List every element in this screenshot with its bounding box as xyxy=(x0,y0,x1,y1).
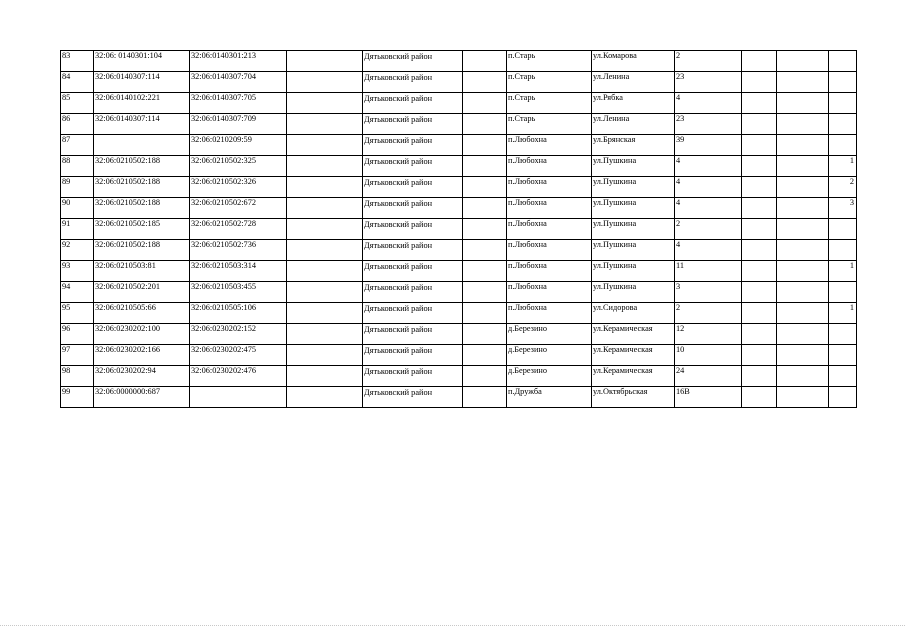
empty-cell xyxy=(463,387,507,408)
street-cell: ул.Брянская xyxy=(592,135,675,156)
district-cell: Дятьковский район xyxy=(363,198,463,219)
empty-cell xyxy=(742,261,777,282)
district-cell: Дятьковский район xyxy=(363,324,463,345)
parcel-cadastral-cell xyxy=(94,135,190,156)
street-cell: ул.Пушкина xyxy=(592,198,675,219)
district-cell: Дятьковский район xyxy=(363,51,463,72)
empty-cell xyxy=(777,93,829,114)
empty-cell xyxy=(742,219,777,240)
empty-cell xyxy=(287,324,363,345)
row-number-cell: 93 xyxy=(61,261,94,282)
empty-cell xyxy=(287,135,363,156)
apartment-number-cell: 2 xyxy=(829,177,857,198)
street-cell: ул.Керамическая xyxy=(592,324,675,345)
empty-cell xyxy=(463,345,507,366)
empty-cell xyxy=(287,93,363,114)
empty-cell xyxy=(777,177,829,198)
locality-cell: п.Старь xyxy=(507,72,592,93)
table-row xyxy=(61,114,857,135)
parcel-cadastral-cell: 32:06:0210505:66 xyxy=(94,303,190,324)
scan-artifact-line xyxy=(0,625,905,627)
object-cadastral-cell: 32:06:0230202:152 xyxy=(190,324,287,345)
district-cell: Дятьковский район xyxy=(363,240,463,261)
table-row xyxy=(61,51,857,72)
table-row xyxy=(61,219,857,240)
parcel-cadastral-cell: 32:06: 0140301:104 xyxy=(94,51,190,72)
apartment-number-cell xyxy=(829,387,857,408)
street-cell: ул.Сидорова xyxy=(592,303,675,324)
parcel-cadastral-cell: 32:06:0140307:114 xyxy=(94,114,190,135)
empty-cell xyxy=(463,198,507,219)
object-cadastral-cell: 32:06:0210502:325 xyxy=(190,156,287,177)
empty-cell xyxy=(287,261,363,282)
empty-cell xyxy=(463,135,507,156)
empty-cell xyxy=(742,135,777,156)
empty-cell xyxy=(287,303,363,324)
object-cadastral-cell: 32:06:0230202:475 xyxy=(190,345,287,366)
empty-cell xyxy=(287,219,363,240)
apartment-number-cell xyxy=(829,282,857,303)
row-number-cell: 86 xyxy=(61,114,94,135)
locality-cell: п.Старь xyxy=(507,93,592,114)
house-number-cell: 4 xyxy=(675,198,742,219)
apartment-number-cell xyxy=(829,345,857,366)
district-cell: Дятьковский район xyxy=(363,303,463,324)
empty-cell xyxy=(777,303,829,324)
row-number-cell: 94 xyxy=(61,282,94,303)
table-body xyxy=(61,51,857,408)
row-number-cell: 92 xyxy=(61,240,94,261)
empty-cell xyxy=(777,51,829,72)
empty-cell xyxy=(742,345,777,366)
empty-cell xyxy=(463,72,507,93)
locality-cell: д.Березино xyxy=(507,345,592,366)
empty-cell xyxy=(777,387,829,408)
apartment-number-cell xyxy=(829,93,857,114)
parcel-cadastral-cell: 32:06:0210502:185 xyxy=(94,219,190,240)
house-number-cell: 4 xyxy=(675,240,742,261)
row-number-cell: 91 xyxy=(61,219,94,240)
locality-cell: п.Любохна xyxy=(507,282,592,303)
apartment-number-cell: 1 xyxy=(829,261,857,282)
property-registry-table xyxy=(60,50,857,408)
locality-cell: п.Любохна xyxy=(507,261,592,282)
street-cell: ул.Октябрьская xyxy=(592,387,675,408)
empty-cell xyxy=(742,303,777,324)
empty-cell xyxy=(287,366,363,387)
empty-cell xyxy=(777,240,829,261)
object-cadastral-cell: 32:06:0210502:728 xyxy=(190,219,287,240)
house-number-cell: 39 xyxy=(675,135,742,156)
house-number-cell: 12 xyxy=(675,324,742,345)
empty-cell xyxy=(463,282,507,303)
empty-cell xyxy=(463,240,507,261)
street-cell: ул.Пушкина xyxy=(592,282,675,303)
house-number-cell: 24 xyxy=(675,366,742,387)
object-cadastral-cell: 32:06:0140301:213 xyxy=(190,51,287,72)
empty-cell xyxy=(742,51,777,72)
object-cadastral-cell xyxy=(190,387,287,408)
empty-cell xyxy=(742,114,777,135)
object-cadastral-cell: 32:06:0140307:704 xyxy=(190,72,287,93)
apartment-number-cell: 1 xyxy=(829,156,857,177)
empty-cell xyxy=(777,261,829,282)
empty-cell xyxy=(463,114,507,135)
house-number-cell: 2 xyxy=(675,303,742,324)
house-number-cell: 4 xyxy=(675,177,742,198)
row-number-cell: 87 xyxy=(61,135,94,156)
parcel-cadastral-cell: 32:06:0210503:81 xyxy=(94,261,190,282)
empty-cell xyxy=(742,177,777,198)
parcel-cadastral-cell: 32:06:0000000:687 xyxy=(94,387,190,408)
table-row xyxy=(61,135,857,156)
row-number-cell: 98 xyxy=(61,366,94,387)
empty-cell xyxy=(287,51,363,72)
street-cell: ул.Комарова xyxy=(592,51,675,72)
empty-cell xyxy=(287,177,363,198)
row-number-cell: 89 xyxy=(61,177,94,198)
object-cadastral-cell: 32:06:0210209:59 xyxy=(190,135,287,156)
empty-cell xyxy=(287,345,363,366)
street-cell: ул.Пушкина xyxy=(592,177,675,198)
empty-cell xyxy=(287,72,363,93)
empty-cell xyxy=(777,198,829,219)
parcel-cadastral-cell: 32:06:0210502:188 xyxy=(94,240,190,261)
empty-cell xyxy=(777,324,829,345)
parcel-cadastral-cell: 32:06:0230202:166 xyxy=(94,345,190,366)
object-cadastral-cell: 32:06:0210502:736 xyxy=(190,240,287,261)
object-cadastral-cell: 32:06:0210502:672 xyxy=(190,198,287,219)
table-row xyxy=(61,387,857,408)
empty-cell xyxy=(777,345,829,366)
district-cell: Дятьковский район xyxy=(363,366,463,387)
street-cell: ул.Керамическая xyxy=(592,345,675,366)
empty-cell xyxy=(742,72,777,93)
parcel-cadastral-cell: 32:06:0140102:221 xyxy=(94,93,190,114)
house-number-cell: 4 xyxy=(675,156,742,177)
house-number-cell: 2 xyxy=(675,219,742,240)
object-cadastral-cell: 32:06:0210503:314 xyxy=(190,261,287,282)
street-cell: ул.Пушкина xyxy=(592,156,675,177)
parcel-cadastral-cell: 32:06:0230202:100 xyxy=(94,324,190,345)
empty-cell xyxy=(287,282,363,303)
empty-cell xyxy=(777,282,829,303)
empty-cell xyxy=(463,51,507,72)
apartment-number-cell xyxy=(829,324,857,345)
row-number-cell: 84 xyxy=(61,72,94,93)
row-number-cell: 88 xyxy=(61,156,94,177)
district-cell: Дятьковский район xyxy=(363,282,463,303)
empty-cell xyxy=(777,156,829,177)
empty-cell xyxy=(463,303,507,324)
table-row xyxy=(61,240,857,261)
parcel-cadastral-cell: 32:06:0140307:114 xyxy=(94,72,190,93)
empty-cell xyxy=(463,177,507,198)
empty-cell xyxy=(463,219,507,240)
object-cadastral-cell: 32:06:0210502:326 xyxy=(190,177,287,198)
district-cell: Дятьковский район xyxy=(363,387,463,408)
apartment-number-cell xyxy=(829,72,857,93)
empty-cell xyxy=(463,261,507,282)
empty-cell xyxy=(777,72,829,93)
street-cell: ул.Керамическая xyxy=(592,366,675,387)
apartment-number-cell: 3 xyxy=(829,198,857,219)
empty-cell xyxy=(463,324,507,345)
locality-cell: п.Дружба xyxy=(507,387,592,408)
empty-cell xyxy=(287,240,363,261)
district-cell: Дятьковский район xyxy=(363,72,463,93)
empty-cell xyxy=(287,114,363,135)
locality-cell: п.Любохна xyxy=(507,135,592,156)
street-cell: ул.Ленина xyxy=(592,114,675,135)
locality-cell: п.Любохна xyxy=(507,156,592,177)
object-cadastral-cell: 32:06:0140307:705 xyxy=(190,93,287,114)
locality-cell: п.Старь xyxy=(507,51,592,72)
row-number-cell: 95 xyxy=(61,303,94,324)
empty-cell xyxy=(742,156,777,177)
object-cadastral-cell: 32:06:0140307:709 xyxy=(190,114,287,135)
locality-cell: п.Любохна xyxy=(507,303,592,324)
street-cell: ул.Пушкина xyxy=(592,261,675,282)
house-number-cell: 23 xyxy=(675,114,742,135)
house-number-cell: 11 xyxy=(675,261,742,282)
locality-cell: п.Любохна xyxy=(507,198,592,219)
parcel-cadastral-cell: 32:06:0210502:201 xyxy=(94,282,190,303)
row-number-cell: 83 xyxy=(61,51,94,72)
table-row xyxy=(61,366,857,387)
locality-cell: п.Любохна xyxy=(507,177,592,198)
locality-cell: д.Березино xyxy=(507,324,592,345)
empty-cell xyxy=(287,198,363,219)
empty-cell xyxy=(777,366,829,387)
apartment-number-cell xyxy=(829,219,857,240)
district-cell: Дятьковский район xyxy=(363,93,463,114)
locality-cell: д.Березино xyxy=(507,366,592,387)
empty-cell xyxy=(463,156,507,177)
empty-cell xyxy=(287,387,363,408)
apartment-number-cell xyxy=(829,366,857,387)
district-cell: Дятьковский район xyxy=(363,345,463,366)
empty-cell xyxy=(463,93,507,114)
district-cell: Дятьковский район xyxy=(363,219,463,240)
apartment-number-cell xyxy=(829,240,857,261)
empty-cell xyxy=(777,219,829,240)
table-row xyxy=(61,324,857,345)
empty-cell xyxy=(742,282,777,303)
table-row xyxy=(61,261,857,282)
object-cadastral-cell: 32:06:0210505:106 xyxy=(190,303,287,324)
street-cell: ул.Рябка xyxy=(592,93,675,114)
table-row xyxy=(61,93,857,114)
row-number-cell: 96 xyxy=(61,324,94,345)
house-number-cell: 16В xyxy=(675,387,742,408)
district-cell: Дятьковский район xyxy=(363,261,463,282)
locality-cell: п.Любохна xyxy=(507,240,592,261)
empty-cell xyxy=(742,198,777,219)
house-number-cell: 2 xyxy=(675,51,742,72)
table-row xyxy=(61,72,857,93)
street-cell: ул.Пушкина xyxy=(592,219,675,240)
street-cell: ул.Пушкина xyxy=(592,240,675,261)
empty-cell xyxy=(287,156,363,177)
apartment-number-cell xyxy=(829,114,857,135)
parcel-cadastral-cell: 32:06:0230202:94 xyxy=(94,366,190,387)
object-cadastral-cell: 32:06:0210503:455 xyxy=(190,282,287,303)
apartment-number-cell xyxy=(829,135,857,156)
district-cell: Дятьковский район xyxy=(363,177,463,198)
row-number-cell: 85 xyxy=(61,93,94,114)
street-cell: ул.Ленина xyxy=(592,72,675,93)
empty-cell xyxy=(742,93,777,114)
table-row xyxy=(61,156,857,177)
empty-cell xyxy=(777,114,829,135)
table-row xyxy=(61,282,857,303)
district-cell: Дятьковский район xyxy=(363,135,463,156)
empty-cell xyxy=(742,324,777,345)
empty-cell xyxy=(463,366,507,387)
row-number-cell: 90 xyxy=(61,198,94,219)
house-number-cell: 3 xyxy=(675,282,742,303)
house-number-cell: 10 xyxy=(675,345,742,366)
empty-cell xyxy=(742,240,777,261)
parcel-cadastral-cell: 32:06:0210502:188 xyxy=(94,156,190,177)
locality-cell: п.Старь xyxy=(507,114,592,135)
table-row xyxy=(61,177,857,198)
locality-cell: п.Любохна xyxy=(507,219,592,240)
apartment-number-cell xyxy=(829,51,857,72)
table-row xyxy=(61,345,857,366)
object-cadastral-cell: 32:06:0230202:476 xyxy=(190,366,287,387)
house-number-cell: 4 xyxy=(675,93,742,114)
row-number-cell: 97 xyxy=(61,345,94,366)
table-row xyxy=(61,303,857,324)
table-row xyxy=(61,198,857,219)
empty-cell xyxy=(742,387,777,408)
apartment-number-cell: 1 xyxy=(829,303,857,324)
empty-cell xyxy=(777,135,829,156)
parcel-cadastral-cell: 32:06:0210502:188 xyxy=(94,177,190,198)
row-number-cell: 99 xyxy=(61,387,94,408)
house-number-cell: 23 xyxy=(675,72,742,93)
empty-cell xyxy=(742,366,777,387)
district-cell: Дятьковский район xyxy=(363,156,463,177)
district-cell: Дятьковский район xyxy=(363,114,463,135)
parcel-cadastral-cell: 32:06:0210502:188 xyxy=(94,198,190,219)
